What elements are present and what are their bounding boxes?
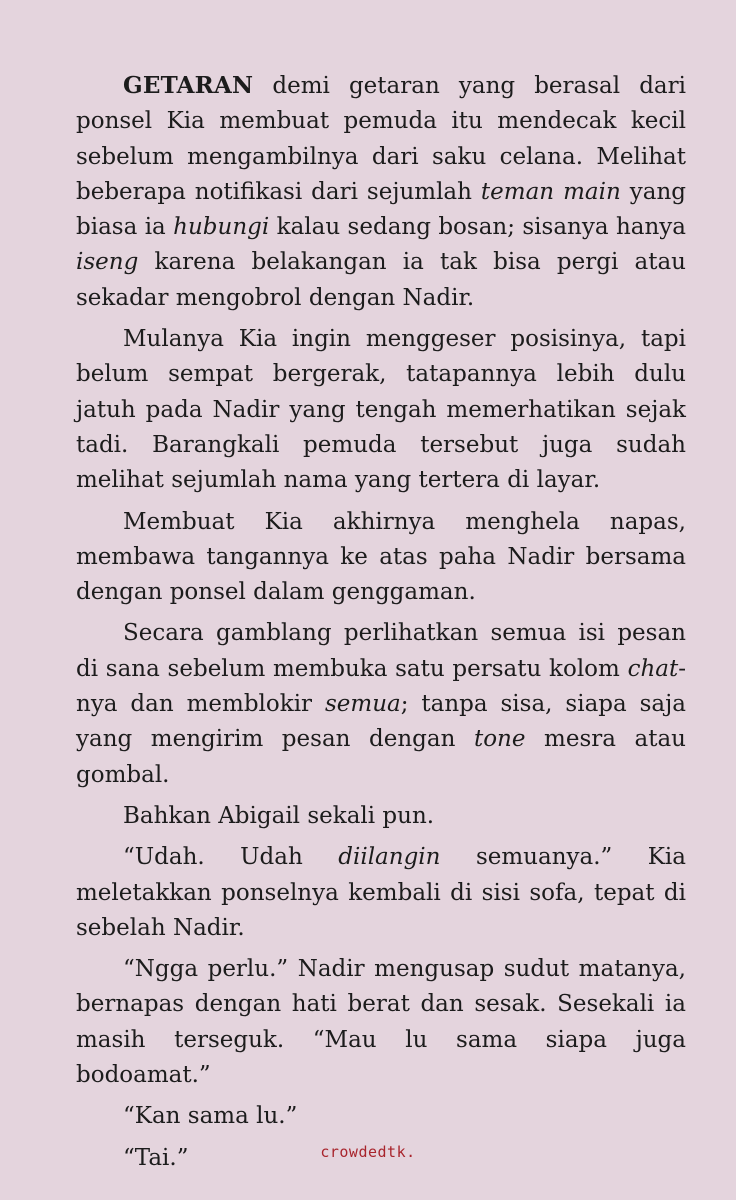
text-run: Membuat Kia akhirnya menghela napas, membawa tangannya ke atas paha Nadir bersama dengan ponsel dalam genggaman. [76, 508, 686, 606]
italic-text: hubungi [173, 214, 270, 241]
paragraph [76, 322, 686, 498]
paragraph [76, 1099, 686, 1134]
author-watermark: crowdedtk. [320, 1143, 416, 1161]
text-run: Secara gamblang perlihatkan semua isi pesan di sana sebelum membuka satu persatu kolom [76, 620, 686, 682]
text-run: “Tai.” [123, 1144, 189, 1171]
text-run: demi getaran yang berasal dari ponsel Kia membuat pemuda itu mendecak kecil sebelum mengambilnya dari saku celana. Melihat beberapa notifikasi dari sejumlah [76, 73, 686, 205]
paragraph [76, 952, 686, 1093]
paragraph [76, 505, 686, 611]
text-run: yang biasa ia [76, 178, 686, 241]
italic-text: tone [473, 726, 526, 753]
story-text [76, 68, 686, 1182]
text-run: Mulanya Kia ingin menggeser posisinya, tapi belum sempat bergerak, tatapannya lebih dulu jatuh pada Nadir yang tengah memerhatikan sejak tadi. Barangkali pemuda tersebut juga sudah melihat sejumlah nama yang tertera di layar. [76, 326, 686, 494]
italic-text: diilangin [338, 844, 441, 871]
text-run: karena belakangan ia tak bisa pergi atau sekadar mengobrol dengan Nadir. [76, 249, 686, 311]
paragraph [76, 68, 686, 316]
text-run: “Udah. Udah [123, 844, 339, 871]
text-run: -nya dan memblokir [76, 655, 686, 718]
paragraph [76, 840, 686, 946]
paragraph [76, 616, 686, 792]
italic-text: semua [324, 691, 401, 718]
text-run: Bahkan Abigail sekali pun. [123, 802, 435, 829]
text-run: “Kan sama lu.” [123, 1103, 298, 1130]
paragraph [76, 799, 686, 834]
italic-text: iseng [76, 249, 139, 276]
text-run: mesra atau gombal. [76, 726, 686, 788]
text-run: kalau sedang bosan; sisanya hanya [269, 214, 687, 241]
text-run: “Ngga perlu.” Nadir mengusap sudut matanya, bernapas dengan hati berat dan sesak. Sesekali ia masih terseguk. “Mau lu sama siapa juga bodoamat.” [76, 956, 686, 1089]
italic-text: chat [627, 655, 679, 682]
italic-text: teman main [480, 178, 621, 205]
text-run: ; tanpa sisa, siapa saja yang mengirim pesan dengan [76, 691, 686, 753]
bold-text: GETARAN [123, 72, 254, 99]
text-run: semuanya.” Kia meletakkan ponselnya kembali di sisi sofa, tepat di sebelah Nadir. [76, 844, 686, 941]
